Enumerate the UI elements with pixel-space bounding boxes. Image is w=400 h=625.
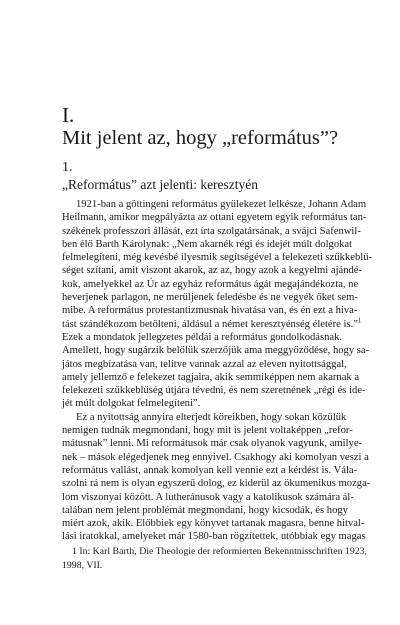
body-line: nek – mások elégedjenek meg ennyivel. Csakhogy aki komolyan veszi a [62,451,369,463]
body-line: lási iratokkal, amelyeket már 1580-ban rögzítettek, utóbbiak egy magas [62,531,366,543]
body-line: 1921-ban a göttingeni református gyülekezet lelkésze, Johann Adam [76,199,367,210]
body-line: Ezek a mondatok jellegzetes példái a református gondolkodásnak. [62,331,343,343]
body-line: jét múlt dolgokat felmelegíteni”. [62,398,201,410]
body-line: kok, amelyekkel az Úr az egyház református ágát megajándékozta, ne [62,278,359,290]
chapter-title: Mit jelent az, hogy „református”? [62,127,339,149]
body-line: református vallást, annak komolyan kell vennie ezt a kérdést is. Vála- [62,464,358,476]
body-text [62,198,373,544]
body-line: Heilmann, amikor megpályázta az ottani egyetem egyik református tan- [62,212,367,224]
body-line: székének professzori állását, ezt írta szolgatársának, a svájci Safenwil- [62,225,361,237]
body-line: heverjenek parlagon, ne merüljenek feledésbe és ne vegyék őket sem- [62,292,358,304]
body-line: nemigen tudnák megmondani, hogy mit is jelent voltaképpen „refor- [62,425,353,437]
body-line: amely jellemző e felekezet tagjaira, akik semmiképpen nem akarnak a [62,371,360,383]
footnote-reference: 1 [357,316,362,325]
body-line: Amellett, hogy sugárzik belőlük szerzőjük ama meggyőződése, hogy sa- [62,345,370,357]
body-line: miért azok, akik. Előbbiek egy könyvet tartanak magasra, benne hitval- [62,518,365,530]
body-line: szolni rá nem is olyan egyszerű dolog, ez kiderül az ökumenikus mozga- [62,478,371,490]
footnote [62,545,367,572]
body-line: ben élő Barth Károlynak: „Nem akarnék régi és idejét múlt dolgokat [62,238,353,250]
body-line-text: tást szándékozom betölteni, áldásul a német keresztyénség életére is.” [62,318,358,330]
body-line: Ez a nyitottság annyira elterjedt köreikben, hogy sokan közülük [76,411,347,423]
body-line: felmelegíteni, még kevésbé ilyesmik segítségével a felekezeti szűkkeblű- [62,252,373,264]
body-line: talában nem jelent problémát megmondani, hogy kicsodák, és hogy [62,504,348,516]
chapter-number: I. [62,103,75,127]
body-line-with-footnote-ref [62,316,362,331]
body-line: mátusnak” lenni. Mi reformátusok már csak olyanok vagyunk, amilye- [62,438,363,450]
body-line: mibe. A református protestantizmusnak hivatása van, és én ezt a hiva- [62,305,358,317]
footnote-line: 1 In: Karl Barth, Die Theologie der reformierten Bekenntnisschriften 1923, [72,546,367,557]
body-line: lom viszonyai között. A lutheránusok vagy a katolikusok számára ál- [62,491,354,503]
footnote-line: 1998, VII. [62,559,103,571]
body-line: játos megbízatása van, telítve vannak azzal az eleven nyitottsággal, [62,358,347,370]
section-title: „Református” azt jelenti: keresztyén [62,177,259,192]
section-number: 1. [62,160,73,175]
body-line: séget szítani, amit viszont akarok, az az, hogy azok a kegyelmi ajándé- [62,265,363,277]
body-line: felekezeti szűkkeblűség útjára tévedni, és nem szeretnének „régi és ide- [62,385,366,397]
